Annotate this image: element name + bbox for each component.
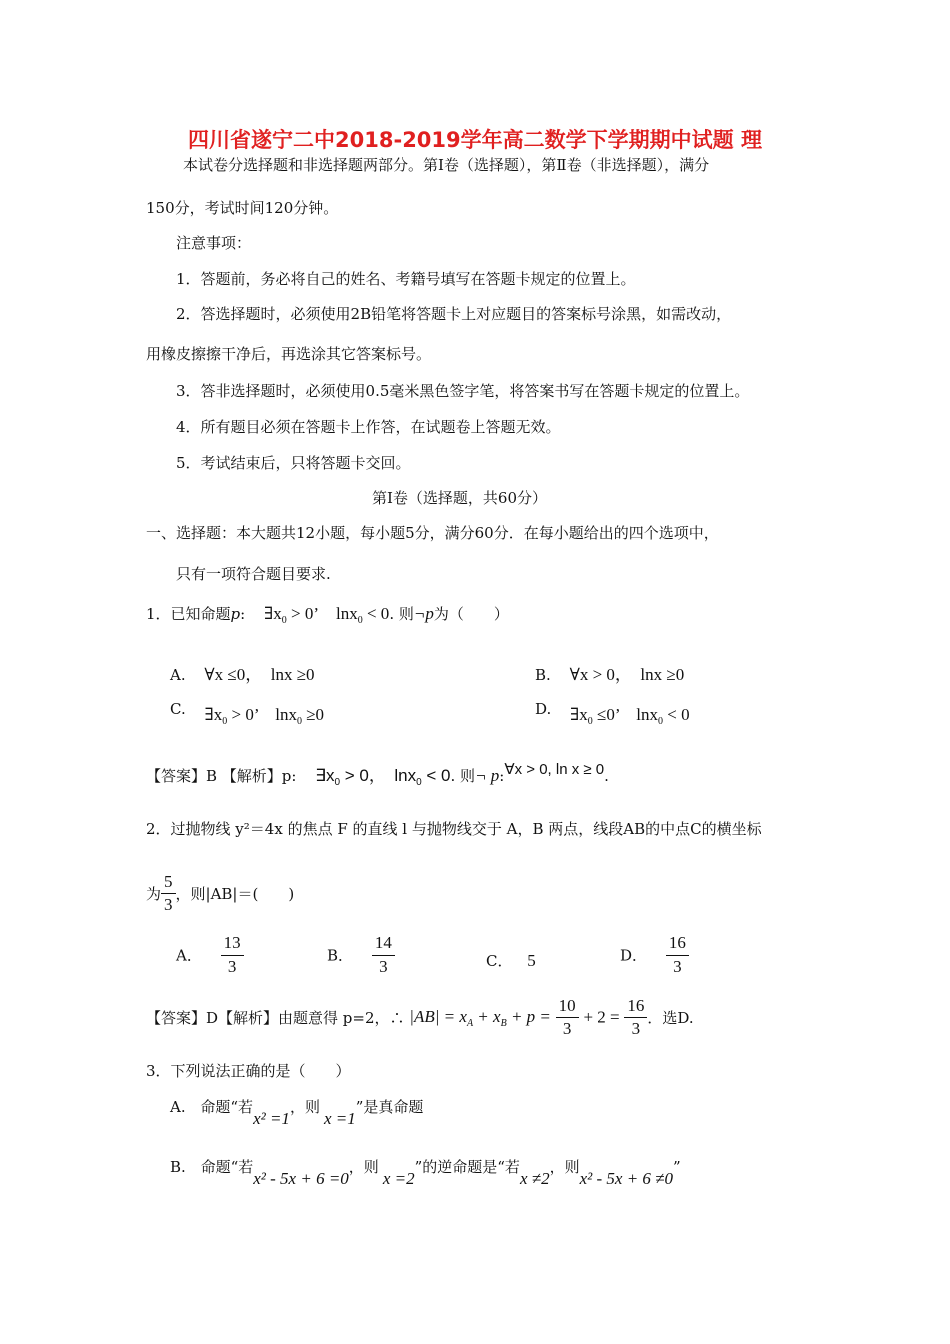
- notes-heading: 注意事项：: [176, 234, 252, 252]
- note-2-line-1: 2．答选择题时，必须使用2B铅笔将答题卡上对应题目的答案标号涂黑，如需改动，: [176, 305, 732, 323]
- page-title: 四川省遂宁二中2018-2019学年高二数学下学期期中试题 理: [188, 128, 762, 152]
- q2-option-d: [620, 933, 689, 977]
- section-instruction-1: 一、选择题：本大题共12小题，每小题5分，满分60分．在每小题给出的四个选项中，: [146, 524, 719, 542]
- q1-option-a: [170, 660, 315, 685]
- q1-option-d: [535, 700, 690, 727]
- q1-option-b: [535, 660, 684, 685]
- q1-answer-result: ∀x > 0, ln x ≥ 0: [504, 761, 605, 778]
- q2-option-b-frac: [372, 933, 395, 977]
- q1-part2-sub: 0: [357, 615, 363, 626]
- q1-option-d-sub2: 0: [657, 716, 663, 727]
- q2-ask: ，则|AB|＝( ): [175, 885, 295, 903]
- q1-answer-b: > 0， lnx: [340, 766, 417, 785]
- q1-answer-then: . 则: [450, 767, 476, 785]
- q2-answer-prefix: 【答案】D【解析】由题意得 p=2，∴: [146, 1009, 405, 1027]
- q3-option-b-text5: ”: [673, 1158, 681, 1176]
- q1-option-b-text: ∀x > 0， lnx ≥0: [569, 665, 685, 684]
- q1-part2: lnx: [335, 604, 358, 623]
- q1-option-d-sub1: 0: [587, 716, 593, 727]
- q2-fraction: [161, 872, 176, 915]
- q2-answer-end: ．选D.: [647, 1009, 694, 1027]
- q1-comma: ’: [313, 604, 318, 623]
- q1-option-b-label: B.: [535, 666, 551, 684]
- q2-answer-f2-den: 3: [631, 1019, 641, 1038]
- q3-option-a: [170, 1096, 424, 1128]
- q1-then: . 则: [389, 605, 414, 623]
- q2-option-a-den: 3: [221, 955, 244, 977]
- q1-part2-rest: < 0: [362, 604, 390, 623]
- q2-answer-rest: + p =: [506, 1006, 551, 1026]
- q1-option-d-b: ≤0’ lnx: [592, 705, 658, 724]
- q3-option-b-label: B.: [170, 1158, 186, 1176]
- q1-option-c-sub1: 0: [222, 716, 228, 727]
- question-3-stem: 3．下列说法正确的是（ ）: [146, 1062, 351, 1080]
- q1-option-c-sub2: 0: [296, 716, 302, 727]
- q3-option-b-math3: x ≠2: [519, 1169, 550, 1188]
- q2-answer-frac-1: [556, 996, 579, 1039]
- note-1: 1．答题前，务必将自己的姓名、考籍号填写在答题卡规定的位置上。: [176, 270, 636, 288]
- q2-option-c-label: C．: [486, 952, 513, 970]
- q1-option-c-b: > 0’ lnx: [227, 705, 297, 724]
- q3-option-a-text3: ”是真命题: [355, 1098, 424, 1116]
- note-3: 3．答非选择题时，必须使用0.5毫米黑色签字笔，将答案书写在答题卡规定的位置上。: [176, 382, 750, 400]
- q1-option-c-c: ≥0: [301, 705, 325, 724]
- q3-option-a-text1: 命题“若: [200, 1098, 254, 1116]
- question-2-line-2: [146, 872, 294, 915]
- q2-option-d-den: 3: [666, 955, 689, 977]
- q1-answer-colon: :: [499, 767, 505, 785]
- q2-fraction-num: 5: [161, 872, 176, 894]
- section-heading: 第Ⅰ卷（选择题，共60分）: [372, 489, 548, 507]
- note-5: 5．考试结束后，只将答题卡交回。: [176, 454, 411, 472]
- q1-option-a-text: ∀x ≤0， lnx ≥0: [204, 665, 315, 684]
- q3-option-b-text3: ”的逆命题是“若: [414, 1158, 520, 1176]
- q1-answer-a: ∃x: [315, 766, 335, 785]
- q2-option-d-frac: [666, 933, 689, 977]
- q1-option-c-label: C.: [170, 700, 186, 718]
- q1-answer-neg: ¬ p: [475, 766, 500, 785]
- intro-line-1: 本试卷分选择题和非选择题两部分。第Ⅰ卷（选择题），第Ⅱ卷（非选择题），满分: [183, 156, 710, 174]
- q1-answer-prefix: 【答案】B 【解析】p:: [146, 767, 297, 785]
- q1-prefix: 1．已知命题: [146, 605, 231, 623]
- q2-option-c-value: 5: [527, 951, 536, 970]
- q2-option-b-num: 14: [372, 933, 395, 955]
- q2-answer-f1-den: 3: [562, 1019, 572, 1038]
- q2-answer-frac-2: [624, 996, 647, 1039]
- q1-colon: :: [240, 605, 246, 623]
- q2-option-a-num: 13: [221, 933, 244, 955]
- q1-option-c-a: ∃x: [204, 705, 223, 724]
- q3-option-b-text2: ，则: [348, 1158, 379, 1176]
- q2-option-d-num: 16: [666, 933, 689, 955]
- q3-option-b: [170, 1156, 681, 1188]
- q1-answer-c: < 0: [421, 766, 451, 785]
- q1-option-d-c: < 0: [662, 705, 690, 724]
- q3-option-b-text4: ，则: [549, 1158, 580, 1176]
- q2-option-a-frac: [221, 933, 244, 977]
- q3-option-b-math1: x² - 5x + 6 =0: [253, 1169, 349, 1188]
- q1-answer-sub2: 0: [416, 777, 422, 788]
- q1-option-a-label: A.: [170, 666, 186, 684]
- question-1-stem: [146, 603, 509, 626]
- q2-option-b-label: B．: [327, 946, 354, 965]
- q2-answer-plus2: + 2 =: [583, 1007, 620, 1027]
- q1-option-c: [170, 700, 324, 727]
- q2-option-c: [486, 950, 536, 971]
- note-4: 4．所有题目必须在答题卡上作答，在试题卷上答题无效。: [176, 418, 561, 436]
- question-2-line-1: 2．过抛物线 y²＝4x 的焦点 F 的直线 l 与抛物线交于 A，B 两点，线段AB的中点C的横坐标: [146, 820, 762, 838]
- q3-option-a-math1: x² =1: [253, 1109, 290, 1128]
- q2-answer-f2-num: 16: [624, 996, 647, 1018]
- q1-option-d-a: ∃x: [570, 705, 588, 724]
- note-2-line-2: 用橡皮擦擦干净后，再选涂其它答案标号。: [146, 345, 432, 363]
- q2-answer-expr: |AB| = x: [409, 1006, 467, 1026]
- q2-answer-plus: + x: [473, 1006, 501, 1026]
- q2-answer-f1-num: 10: [556, 996, 579, 1018]
- q1-answer-end: .: [604, 767, 609, 785]
- q1-part1-rest: > 0: [286, 604, 314, 623]
- q1-part1: ∃x: [264, 604, 282, 623]
- q3-option-b-math4: x² - 5x + 6 ≠0: [579, 1169, 673, 1188]
- q1-option-d-label: D.: [535, 700, 552, 718]
- q1-answer-sub1: 0: [334, 777, 341, 788]
- q2-answer-sub-b: B: [500, 1017, 507, 1029]
- q2-answer: [146, 996, 694, 1039]
- q2-fraction-den: 3: [164, 895, 173, 914]
- q2-answer-sub-a: A: [466, 1017, 474, 1029]
- q3-option-b-text1: 命题“若: [200, 1158, 254, 1176]
- q3-option-a-math2: x =1: [323, 1109, 356, 1128]
- q2-option-b-den: 3: [372, 955, 395, 977]
- q1-ask: 为（ ）: [433, 605, 509, 623]
- q3-option-b-math2: x =2: [382, 1169, 415, 1188]
- q1-neg: ¬p: [413, 604, 434, 623]
- q2-option-b: [327, 933, 395, 977]
- q1-part1-sub: 0: [281, 615, 287, 626]
- q2-option-a-label: A．: [176, 946, 202, 965]
- q2-wei: 为: [146, 885, 162, 903]
- q2-option-a: [176, 933, 244, 977]
- q1-answer: [146, 760, 609, 788]
- q3-option-a-text2: ，则: [289, 1098, 320, 1116]
- section-instruction-2: 只有一项符合题目要求.: [176, 565, 331, 583]
- q1-p: p: [230, 605, 241, 623]
- q3-option-a-label: A.: [170, 1098, 186, 1116]
- q2-option-d-label: D．: [620, 946, 648, 965]
- intro-line-2: 150分，考试时间120分钟。: [146, 199, 339, 217]
